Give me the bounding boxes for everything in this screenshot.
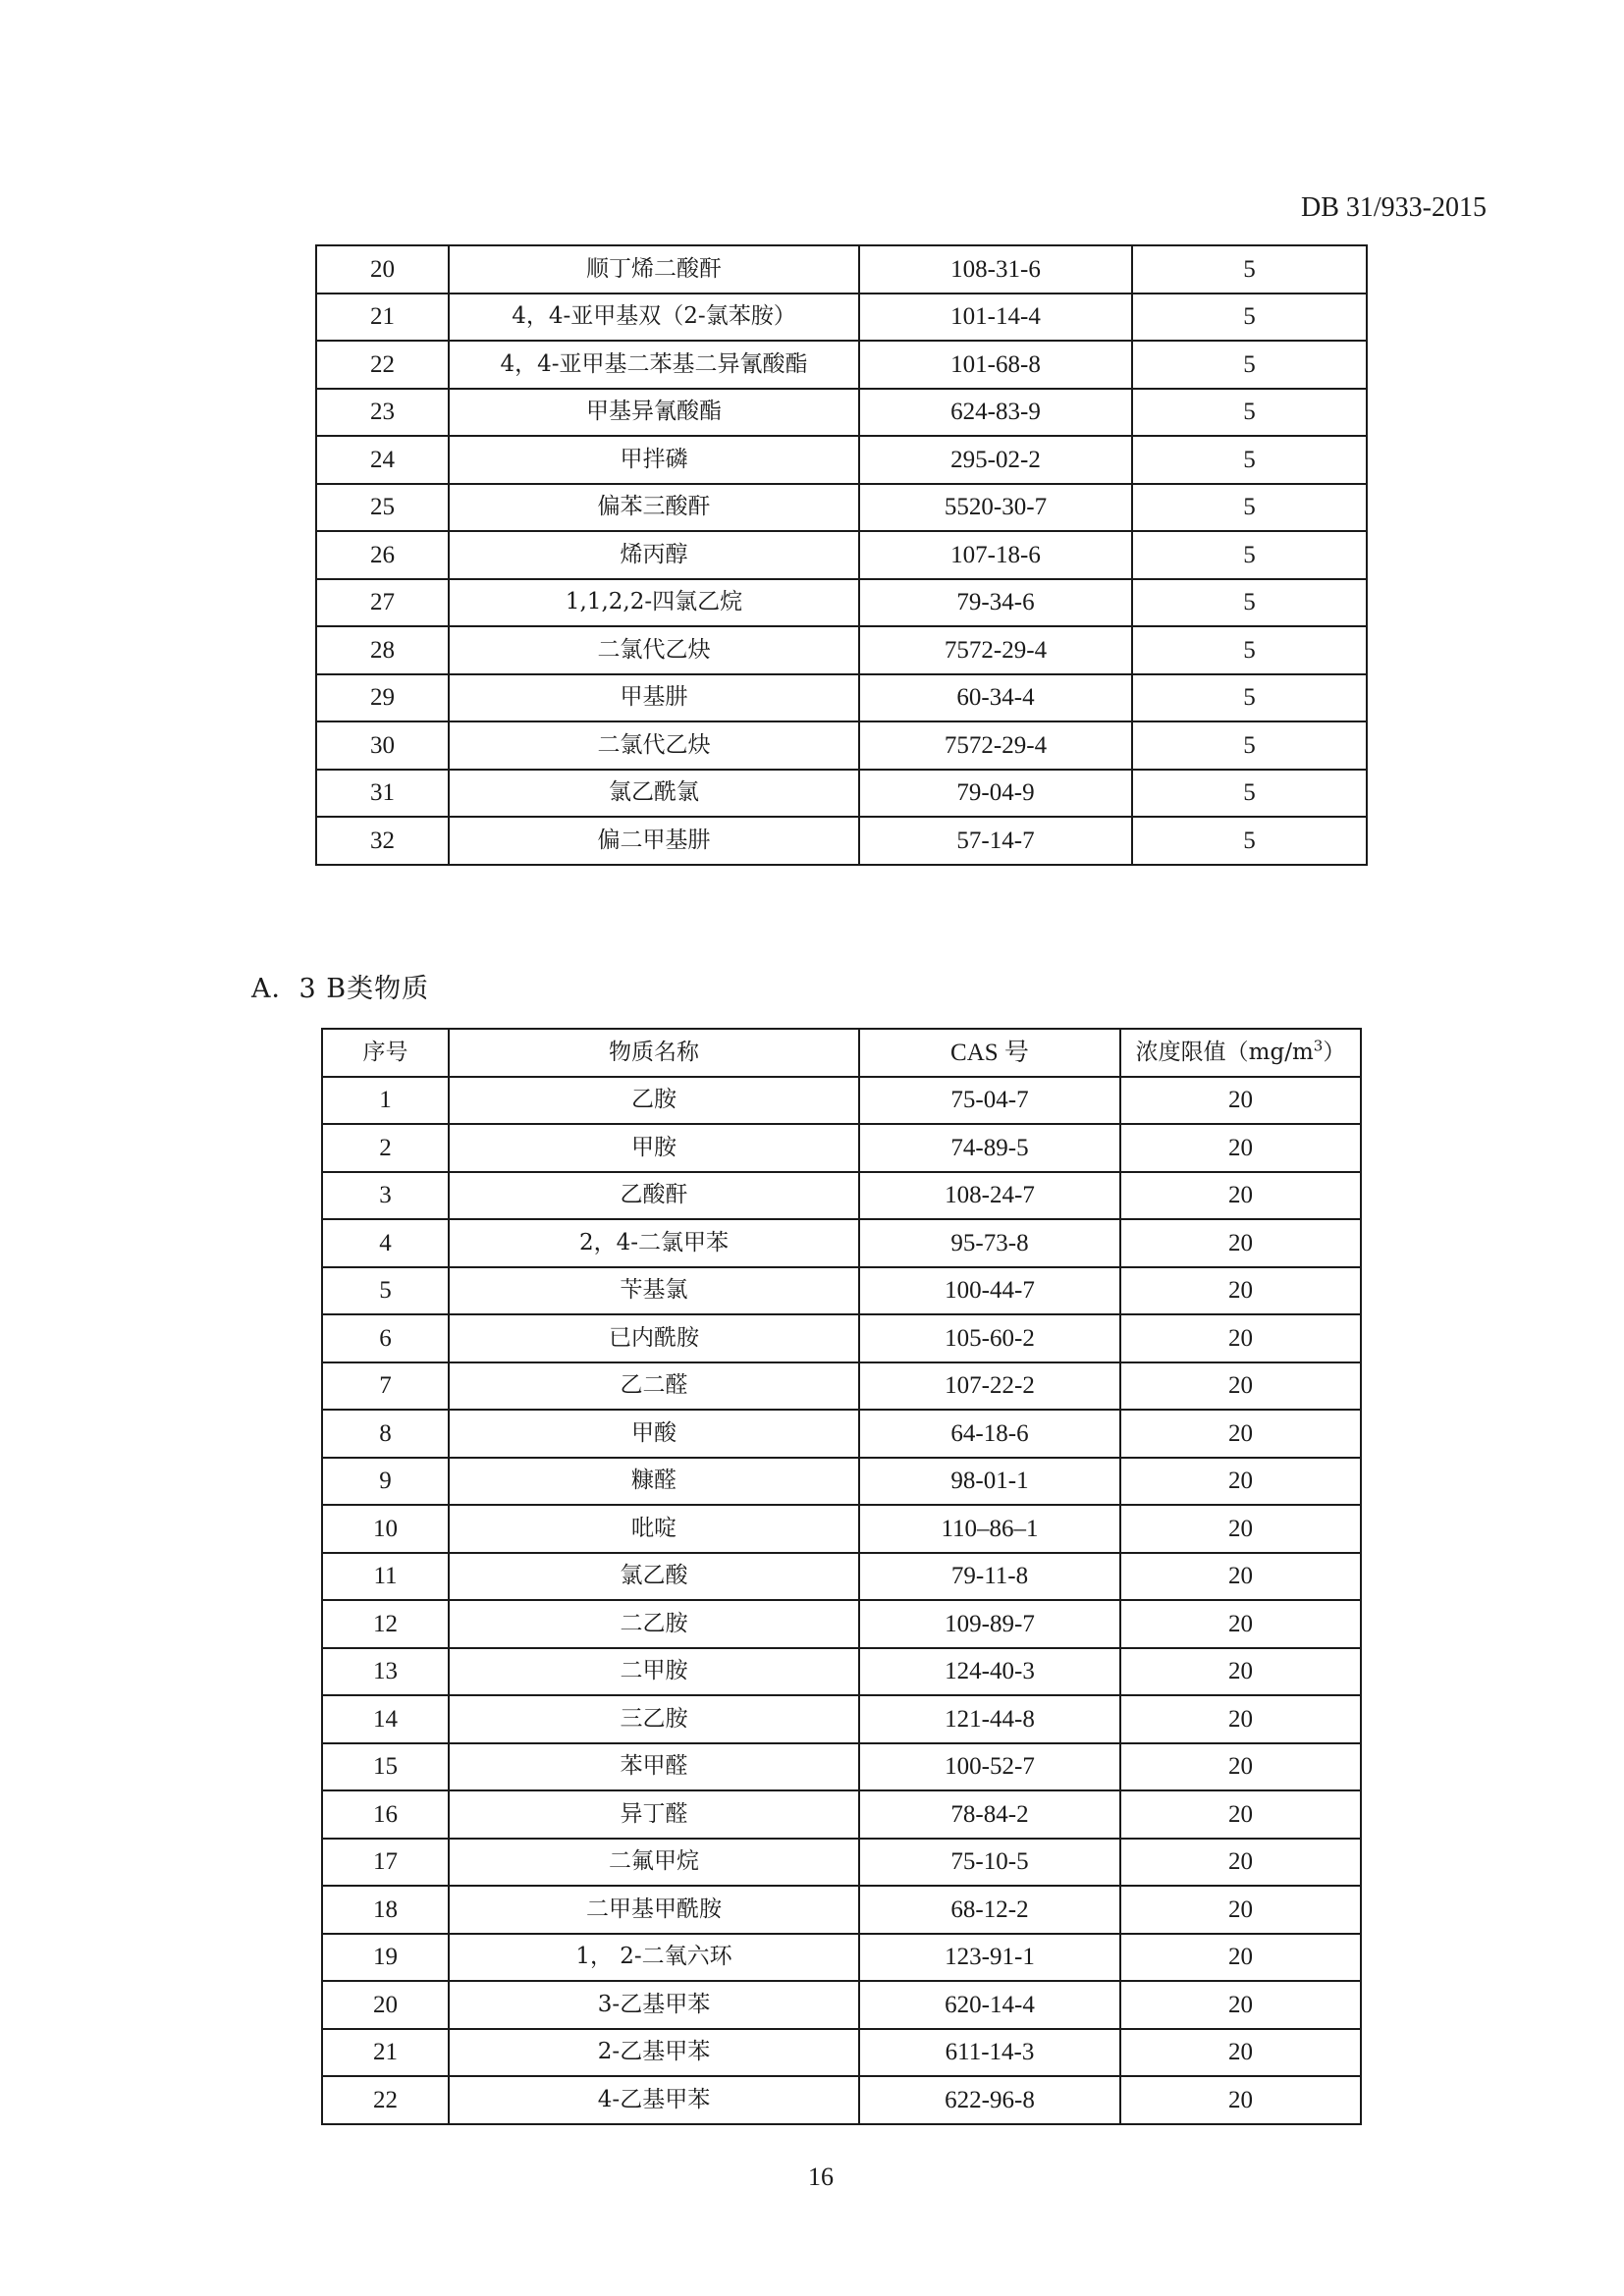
cell-no: 32	[316, 817, 449, 865]
cell-name: 偏二甲基肼	[449, 817, 859, 865]
cell-name: 2-乙基甲苯	[449, 2029, 859, 2077]
cell-no: 18	[322, 1886, 449, 1934]
cell-name: 二氟甲烷	[449, 1839, 859, 1887]
cell-limit: 5	[1132, 531, 1367, 579]
cell-name: 甲酸	[449, 1410, 859, 1458]
cell-cas: 622-96-8	[859, 2076, 1120, 2124]
table-row	[316, 294, 1367, 342]
cell-cas: 7572-29-4	[859, 626, 1132, 674]
cell-cas: 101-14-4	[859, 294, 1132, 342]
cell-limit: 5	[1132, 436, 1367, 484]
cell-name: 1， 2-二氧六环	[449, 1934, 859, 1982]
table-row	[322, 1362, 1361, 1411]
table-row	[316, 436, 1367, 484]
cell-limit: 20	[1120, 1790, 1361, 1839]
table-row	[316, 721, 1367, 770]
cell-limit: 20	[1120, 1124, 1361, 1172]
cell-name: 乙酸酐	[449, 1172, 859, 1220]
table-row	[316, 674, 1367, 722]
cell-name: 异丁醛	[449, 1790, 859, 1839]
cell-limit: 5	[1132, 817, 1367, 865]
table-row	[322, 1886, 1361, 1934]
cell-cas: 75-10-5	[859, 1839, 1120, 1887]
cell-name: 2，4-二氯甲苯	[449, 1219, 859, 1267]
cell-no: 5	[322, 1267, 449, 1315]
cell-cas: 64-18-6	[859, 1410, 1120, 1458]
table-row	[322, 1553, 1361, 1601]
cell-name: 苯甲醛	[449, 1743, 859, 1791]
cell-limit: 20	[1120, 1362, 1361, 1411]
table-row	[322, 1790, 1361, 1839]
table-row	[316, 484, 1367, 532]
cell-no: 24	[316, 436, 449, 484]
cell-name: 二乙胺	[449, 1600, 859, 1648]
cell-no: 4	[322, 1219, 449, 1267]
cell-limit: 20	[1120, 1219, 1361, 1267]
cell-name: 偏苯三酸酐	[449, 484, 859, 532]
cell-cas: 100-52-7	[859, 1743, 1120, 1791]
table-row	[316, 531, 1367, 579]
cell-no: 25	[316, 484, 449, 532]
cell-name: 吡啶	[449, 1505, 859, 1553]
cell-no: 10	[322, 1505, 449, 1553]
column-header-cas: CAS 号	[859, 1029, 1120, 1077]
column-header-no: 序号	[322, 1029, 449, 1077]
cell-no: 3	[322, 1172, 449, 1220]
cell-cas: 611-14-3	[859, 2029, 1120, 2077]
cell-limit: 20	[1120, 1886, 1361, 1934]
cell-name: 烯丙醇	[449, 531, 859, 579]
table-row	[316, 817, 1367, 865]
cell-limit: 20	[1120, 1695, 1361, 1743]
cell-limit: 20	[1120, 1077, 1361, 1125]
cell-limit: 20	[1120, 1743, 1361, 1791]
cell-cas: 101-68-8	[859, 341, 1132, 389]
cell-limit: 5	[1132, 674, 1367, 722]
cell-limit: 20	[1120, 1981, 1361, 2029]
cell-cas: 121-44-8	[859, 1695, 1120, 1743]
table-b-header-row	[322, 1029, 1361, 1077]
table-row	[322, 1839, 1361, 1887]
cell-cas: 108-31-6	[859, 245, 1132, 294]
cell-limit: 20	[1120, 1648, 1361, 1696]
cell-limit: 5	[1132, 484, 1367, 532]
table-b-body	[322, 1077, 1361, 2124]
cell-no: 8	[322, 1410, 449, 1458]
cell-no: 9	[322, 1458, 449, 1506]
cell-cas: 105-60-2	[859, 1314, 1120, 1362]
cell-limit: 5	[1132, 341, 1367, 389]
table-row	[322, 1600, 1361, 1648]
cell-cas: 98-01-1	[859, 1458, 1120, 1506]
cell-cas: 57-14-7	[859, 817, 1132, 865]
cell-limit: 20	[1120, 1314, 1361, 1362]
cell-no: 15	[322, 1743, 449, 1791]
cell-limit: 20	[1120, 1267, 1361, 1315]
table-row	[322, 2029, 1361, 2077]
cell-limit: 5	[1132, 245, 1367, 294]
cell-no: 31	[316, 770, 449, 818]
cell-limit: 5	[1132, 389, 1367, 437]
table-row	[322, 1314, 1361, 1362]
cell-no: 11	[322, 1553, 449, 1601]
cell-name: 三乙胺	[449, 1695, 859, 1743]
page-number: 16	[808, 2163, 834, 2191]
table-row	[316, 245, 1367, 294]
cell-name: 二氯代乙炔	[449, 626, 859, 674]
cell-cas: 109-89-7	[859, 1600, 1120, 1648]
cell-name: 3-乙基甲苯	[449, 1981, 859, 2029]
cell-no: 2	[322, 1124, 449, 1172]
table-row	[322, 1695, 1361, 1743]
cell-no: 19	[322, 1934, 449, 1982]
cell-limit: 20	[1120, 2076, 1361, 2124]
cell-limit: 5	[1132, 579, 1367, 627]
cell-no: 20	[316, 245, 449, 294]
cell-limit: 20	[1120, 1600, 1361, 1648]
cell-name: 4，4-亚甲基双（2-氯苯胺）	[449, 294, 859, 342]
table-row	[322, 1458, 1361, 1506]
cell-no: 22	[316, 341, 449, 389]
cell-no: 16	[322, 1790, 449, 1839]
document-code: DB 31/933-2015	[1301, 192, 1487, 223]
cell-no: 13	[322, 1648, 449, 1696]
cell-name: 二氯代乙炔	[449, 721, 859, 770]
substance-table-a2	[315, 244, 1368, 866]
cell-name: 4-乙基甲苯	[449, 2076, 859, 2124]
cell-cas: 124-40-3	[859, 1648, 1120, 1696]
cell-name: 乙胺	[449, 1077, 859, 1125]
cell-cas: 110–86–1	[859, 1505, 1120, 1553]
cell-cas: 624-83-9	[859, 389, 1132, 437]
table-row	[322, 1743, 1361, 1791]
cell-cas: 7572-29-4	[859, 721, 1132, 770]
cell-cas: 79-04-9	[859, 770, 1132, 818]
cell-limit: 20	[1120, 1553, 1361, 1601]
table-row	[322, 1267, 1361, 1315]
cell-name: 二甲胺	[449, 1648, 859, 1696]
table-row	[322, 1934, 1361, 1982]
cell-name: 已内酰胺	[449, 1314, 859, 1362]
cell-name: 苄基氯	[449, 1267, 859, 1315]
cell-cas: 100-44-7	[859, 1267, 1120, 1315]
cell-cas: 5520-30-7	[859, 484, 1132, 532]
cell-cas: 79-11-8	[859, 1553, 1120, 1601]
table-row	[322, 1124, 1361, 1172]
table-row	[322, 2076, 1361, 2124]
cell-limit: 20	[1120, 1839, 1361, 1887]
cell-name: 二甲基甲酰胺	[449, 1886, 859, 1934]
table-row	[316, 579, 1367, 627]
cell-name: 糠醛	[449, 1458, 859, 1506]
cell-cas: 108-24-7	[859, 1172, 1120, 1220]
table-row	[316, 341, 1367, 389]
section-heading-b: A．3 B类物质	[251, 974, 430, 1004]
cell-name: 甲基肼	[449, 674, 859, 722]
column-header-limit: 浓度限值$(mg/m^3)$	[1120, 1029, 1361, 1077]
cell-cas: 295-02-2	[859, 436, 1132, 484]
cell-no: 20	[322, 1981, 449, 2029]
cell-limit: 20	[1120, 1458, 1361, 1506]
cell-cas: 78-84-2	[859, 1790, 1120, 1839]
cell-cas: 107-22-2	[859, 1362, 1120, 1411]
cell-no: 21	[322, 2029, 449, 2077]
cell-no: 29	[316, 674, 449, 722]
cell-no: 27	[316, 579, 449, 627]
cell-cas: 95-73-8	[859, 1219, 1120, 1267]
cell-limit: 20	[1120, 1172, 1361, 1220]
cell-no: 26	[316, 531, 449, 579]
table-row	[322, 1219, 1361, 1267]
cell-limit: 5	[1132, 770, 1367, 818]
cell-name: 甲胺	[449, 1124, 859, 1172]
cell-no: 28	[316, 626, 449, 674]
cell-cas: 123-91-1	[859, 1934, 1120, 1982]
table-row	[322, 1410, 1361, 1458]
cell-no: 21	[316, 294, 449, 342]
table-row	[316, 626, 1367, 674]
cell-cas: 75-04-7	[859, 1077, 1120, 1125]
cell-cas: 68-12-2	[859, 1886, 1120, 1934]
column-header-name: 物质名称	[449, 1029, 859, 1077]
table-row	[322, 1172, 1361, 1220]
cell-limit: 5	[1132, 721, 1367, 770]
cell-no: 12	[322, 1600, 449, 1648]
table-row	[316, 770, 1367, 818]
cell-limit: 5	[1132, 626, 1367, 674]
cell-no: 30	[316, 721, 449, 770]
cell-name: 甲基异氰酸酯	[449, 389, 859, 437]
cell-no: 23	[316, 389, 449, 437]
table-row	[322, 1648, 1361, 1696]
cell-name: 顺丁烯二酸酐	[449, 245, 859, 294]
table-row	[322, 1077, 1361, 1125]
cell-no: 1	[322, 1077, 449, 1125]
cell-cas: 74-89-5	[859, 1124, 1120, 1172]
cell-limit: 20	[1120, 1505, 1361, 1553]
cell-no: 7	[322, 1362, 449, 1411]
cell-name: 氯乙酰氯	[449, 770, 859, 818]
cell-name: 4，4-亚甲基二苯基二异氰酸酯	[449, 341, 859, 389]
table-row	[322, 1505, 1361, 1553]
cell-cas: 620-14-4	[859, 1981, 1120, 2029]
cell-name: 氯乙酸	[449, 1553, 859, 1601]
cell-no: 17	[322, 1839, 449, 1887]
substance-table-b	[321, 1028, 1362, 2125]
table-a2-body	[316, 245, 1367, 865]
cell-name: 1,1,2,2-四氯乙烷	[449, 579, 859, 627]
table-row	[322, 1981, 1361, 2029]
cell-cas: 107-18-6	[859, 531, 1132, 579]
cell-name: 甲拌磷	[449, 436, 859, 484]
cell-no: 14	[322, 1695, 449, 1743]
cell-cas: 60-34-4	[859, 674, 1132, 722]
cell-limit: 20	[1120, 1410, 1361, 1458]
cell-limit: 5	[1132, 294, 1367, 342]
cell-cas: 79-34-6	[859, 579, 1132, 627]
cell-limit: 20	[1120, 1934, 1361, 1982]
cell-limit: 20	[1120, 2029, 1361, 2077]
cell-no: 6	[322, 1314, 449, 1362]
cell-no: 22	[322, 2076, 449, 2124]
table-row	[316, 389, 1367, 437]
cell-name: 乙二醛	[449, 1362, 859, 1411]
